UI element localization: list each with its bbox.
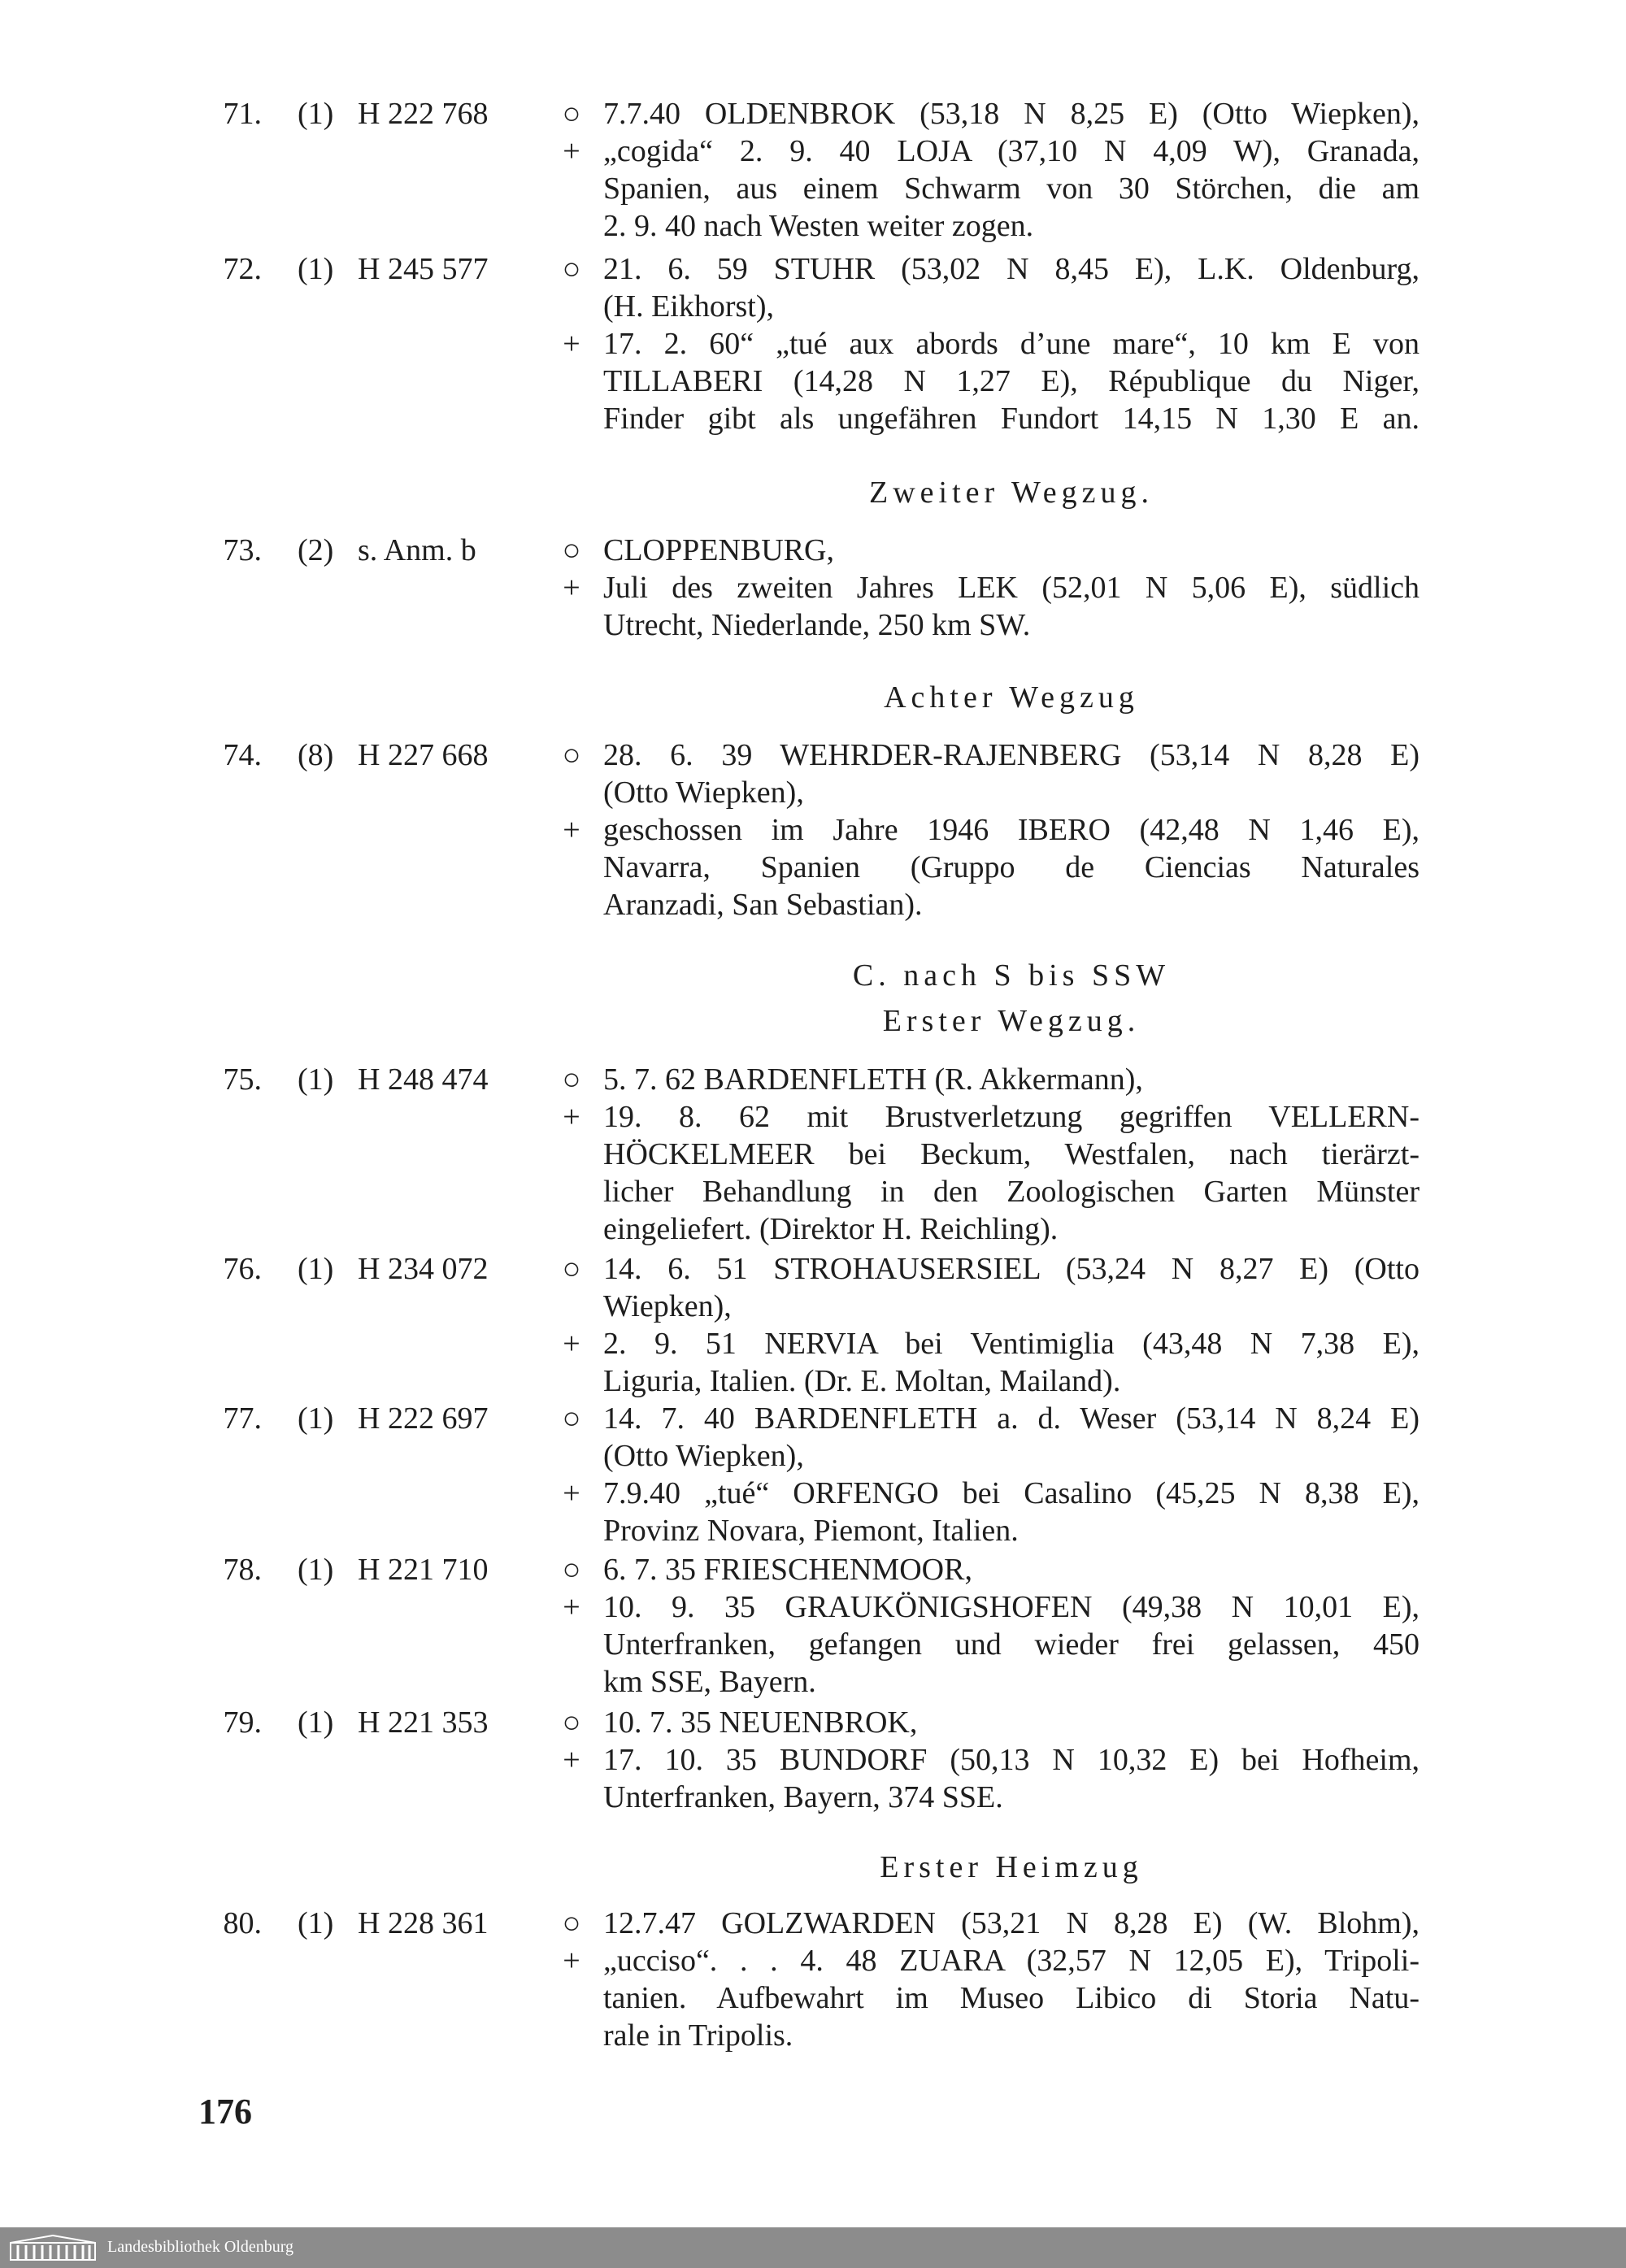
ring-number: H 222 768 [358, 97, 489, 131]
entry-line: 19. 8. 62 mit Brustverletzung gegriffen VELLERN- [603, 1100, 1419, 1134]
entry-number: 77. [223, 1401, 262, 1436]
recovery-cross-icon: + [563, 1743, 580, 1777]
recovery-cross-icon: + [563, 1476, 580, 1510]
recovery-cross-icon: + [563, 1590, 580, 1624]
entry-line: 6. 7. 35 FRIESCHENMOOR, [603, 1553, 972, 1587]
entry-line: Navarra, Spanien (Gruppo de Ciencias Naturales [603, 850, 1419, 884]
ring-number: H 245 577 [358, 252, 489, 286]
entry-line: Utrecht, Niederlande, 250 km SW. [603, 608, 1031, 642]
entry-number: 76. [223, 1252, 262, 1286]
banding-circle-icon: ○ [562, 1553, 581, 1587]
entry-line: 17. 10. 35 BUNDORF (50,13 N 10,32 E) bei Hofheim, [603, 1743, 1419, 1777]
banding-circle-icon: ○ [562, 533, 581, 567]
library-name: Landesbibliothek Oldenburg [107, 2238, 294, 2256]
ring-number: H 222 697 [358, 1401, 489, 1436]
footer-bar [0, 2227, 1626, 2268]
entry-number: 78. [223, 1553, 262, 1587]
ring-number: s. Anm. b [358, 533, 476, 567]
entry-line: 17. 2. 60“ „tué aux abords d’une mare“, 10 km E von [603, 327, 1419, 361]
entry-count: (1) [298, 1705, 334, 1740]
entry-line: 10. 7. 35 NEUENBROK, [603, 1705, 918, 1740]
entry-line: eingeliefert. (Direktor H. Reichling). [603, 1212, 1059, 1246]
section-heading: C. nach S bis SSW [852, 958, 1171, 993]
entry-line: Liguria, Italien. (Dr. E. Moltan, Mailand). [603, 1364, 1121, 1398]
recovery-cross-icon: + [563, 1327, 580, 1361]
entry-line: „ucciso“. . . 4. 48 ZUARA (32,57 N 12,05 E), Tripoli- [603, 1944, 1419, 1978]
entry-count: (1) [298, 1401, 334, 1436]
entry-line: km SSE, Bayern. [603, 1665, 816, 1699]
entry-line: Juli des zweiten Jahres LEK (52,01 N 5,06 E), südlich [603, 571, 1419, 605]
entry-line: 7.9.40 „tué“ ORFENGO bei Casalino (45,25 N 8,38 E), [603, 1476, 1419, 1510]
entry-line: Wiepken), [603, 1289, 732, 1323]
entry-line: 5. 7. 62 BARDENFLETH (R. Akkermann), [603, 1062, 1143, 1097]
entry-line: 2. 9. 51 NERVIA bei Ventimiglia (43,48 N 7,38 E), [603, 1327, 1419, 1361]
entry-count: (1) [298, 1252, 334, 1286]
ring-number: H 221 710 [358, 1553, 489, 1587]
entry-line: Aranzadi, San Sebastian). [603, 888, 923, 922]
entry-count: (1) [298, 1062, 334, 1097]
entry-count: (2) [298, 533, 334, 567]
section-heading: Erster Heimzug [880, 1850, 1143, 1884]
page-number: 176 [198, 2092, 252, 2131]
banding-circle-icon: ○ [562, 1252, 581, 1286]
entry-line: Unterfranken, gefangen und wieder frei gelassen, 450 [603, 1627, 1419, 1662]
recovery-cross-icon: + [563, 813, 580, 847]
banding-circle-icon: ○ [562, 252, 581, 286]
recovery-cross-icon: + [563, 1944, 580, 1978]
entry-line: 7.7.40 OLDENBROK (53,18 N 8,25 E) (Otto Wiepken), [603, 97, 1419, 131]
banding-circle-icon: ○ [562, 1401, 581, 1436]
entry-line: Spanien, aus einem Schwarm von 30 Störchen, die am [603, 172, 1419, 206]
entry-number: 80. [223, 1906, 262, 1940]
recovery-cross-icon: + [563, 571, 580, 605]
banding-circle-icon: ○ [562, 1906, 581, 1940]
entry-line: licher Behandlung in den Zoologischen Garten Münster [603, 1175, 1419, 1209]
library-building-icon [10, 2235, 96, 2261]
entry-line: 21. 6. 59 STUHR (53,02 N 8,45 E), L.K. Oldenburg, [603, 252, 1419, 286]
ring-number: H 227 668 [358, 738, 489, 772]
entry-line: TILLABERI (14,28 N 1,27 E), République du Niger, [603, 364, 1419, 398]
entry-count: (1) [298, 252, 334, 286]
entry-line: (Otto Wiepken), [603, 1439, 804, 1473]
entry-number: 75. [223, 1062, 262, 1097]
entry-line: Unterfranken, Bayern, 374 SSE. [603, 1780, 1003, 1814]
entry-number: 74. [223, 738, 262, 772]
entry-number: 71. [223, 97, 262, 131]
entry-count: (1) [298, 1553, 334, 1587]
entry-number: 73. [223, 533, 262, 567]
entry-line: geschossen im Jahre 1946 IBERO (42,48 N 1,46 E), [603, 813, 1419, 847]
section-heading: Achter Wegzug [884, 680, 1139, 715]
entry-line: (Otto Wiepken), [603, 776, 804, 810]
entry-line: 10. 9. 35 GRAUKÖNIGSHOFEN (49,38 N 10,01 E), [603, 1590, 1419, 1624]
ring-number: H 234 072 [358, 1252, 489, 1286]
entry-line: (H. Eikhorst), [603, 289, 775, 324]
banding-circle-icon: ○ [562, 97, 581, 131]
section-heading: Zweiter Wegzug. [868, 476, 1154, 510]
entry-line: Finder gibt als ungefähren Fundort 14,15 N 1,30 E an. [603, 402, 1419, 436]
section-heading: Erster Wegzug. [882, 1004, 1141, 1038]
recovery-cross-icon: + [563, 1100, 580, 1134]
entry-line: Provinz Novara, Piemont, Italien. [603, 1514, 1019, 1548]
ring-number: H 228 361 [358, 1906, 489, 1940]
entry-number: 79. [223, 1705, 262, 1740]
entry-count: (8) [298, 738, 334, 772]
entry-line: CLOPPENBURG, [603, 533, 834, 567]
entry-line: HÖCKELMEER bei Beckum, Westfalen, nach tierärzt- [603, 1137, 1419, 1171]
ring-number: H 248 474 [358, 1062, 489, 1097]
entry-line: 2. 9. 40 nach Westen weiter zogen. [603, 209, 1034, 243]
ring-number: H 221 353 [358, 1705, 489, 1740]
entry-line: 14. 7. 40 BARDENFLETH a. d. Weser (53,14 N 8,24 E) [603, 1401, 1419, 1436]
recovery-cross-icon: + [563, 327, 580, 361]
entry-line: rale in Tripolis. [603, 2018, 793, 2053]
entry-line: „cogida“ 2. 9. 40 LOJA (37,10 N 4,09 W), Granada, [603, 134, 1419, 168]
entry-count: (1) [298, 1906, 334, 1940]
entry-line: 14. 6. 51 STROHAUSERSIEL (53,24 N 8,27 E) (Otto [603, 1252, 1419, 1286]
entry-line: tanien. Aufbewahrt im Museo Libico di Storia Natu- [603, 1981, 1419, 2015]
entry-count: (1) [298, 97, 334, 131]
banding-circle-icon: ○ [562, 738, 581, 772]
entry-number: 72. [223, 252, 262, 286]
recovery-cross-icon: + [563, 134, 580, 168]
entry-line: 28. 6. 39 WEHRDER-RAJENBERG (53,14 N 8,28 E) [603, 738, 1419, 772]
entry-line: 12.7.47 GOLZWARDEN (53,21 N 8,28 E) (W. Blohm), [603, 1906, 1419, 1940]
banding-circle-icon: ○ [562, 1705, 581, 1740]
banding-circle-icon: ○ [562, 1062, 581, 1097]
